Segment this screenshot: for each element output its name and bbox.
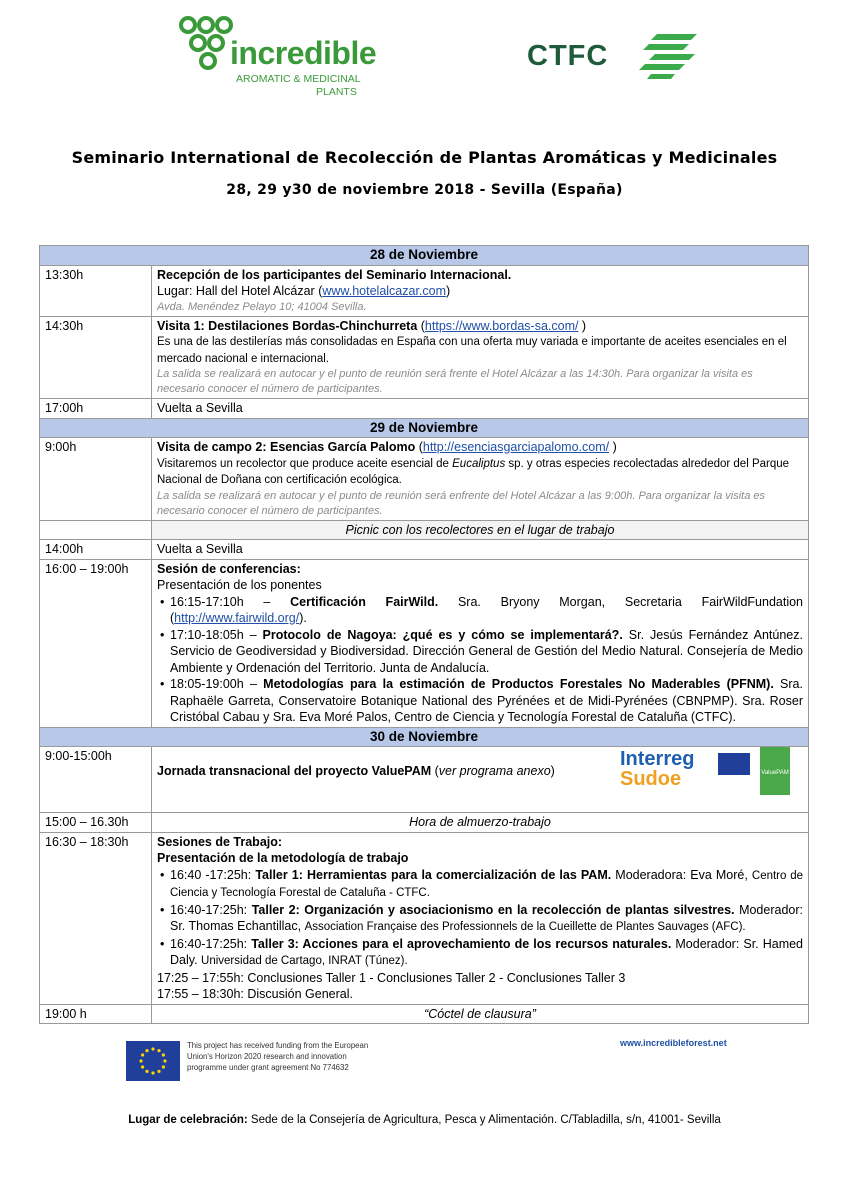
session-note: La salida se realizará en autocar y el punto de reunión será frente el Hotel Alcázar a las 14:30h. Para organizar la visita es necesario conocer el número de participantes. [157,368,753,395]
fairwild-link[interactable]: http://www.fairwild.org/ [174,611,300,625]
table-row [40,832,809,1004]
row-time: 16:30 – 18:30h [40,832,152,1004]
schedule-table [39,245,809,1024]
list-item: • 18:05-19:00h – Metodologías para la estimación de Productos Forestales No Maderables (PFNM). Sra. Raphaële Garreta, Conservatoire Botanique National des Pyrénées et de Midi-Pyrénées (CBNPMP). Sra. Roser Cristóbal Cabau y Sra. Eva Moré Palos, Centro de Ciencia y Tecnología Forestal de Cataluña (CTFC). [170,676,803,726]
row-content [152,265,809,316]
list-item: • 16:40-17:25h: Taller 2: Organización y asociacionismo en la recolección de plantas silvestres. Moderador: Sr. Thomas Echantillac, Association Française des Professionnels de la Cueillette de Plantes Sauvages (AFC). [170,902,803,936]
row-time [40,520,152,540]
incredible-tagline-2: PLANTS [316,86,357,98]
bordas-link[interactable]: https://www.bordas-sa.com/ [424,318,579,333]
discussion-line: 17:55 – 18:30h: Discusión General. [157,987,353,1001]
session-description: Es una de las destilerías más consolidadas en España con una oferta muy variada e importante de aceites esenciales en el mercado nacional e internacional. [157,336,787,365]
table-row [40,399,809,419]
workshop-list [157,867,803,970]
row-content: Hora de almuerzo-trabajo [152,813,809,833]
row-content [152,316,809,399]
session-title: Sesión de conferencias: [157,561,301,576]
hotel-link[interactable]: www.hotelalcazar.com [322,284,447,298]
row-content: Vuelta a Sevilla [152,399,809,419]
list-item: • 17:10-18:05h – Protocolo de Nagoya: ¿qué es y cómo se implementará?. Sr. Jesús Fernández Antúnez. Servicio de Geodiversidad y Biodiversidad. Dirección General de Gestión del Medio Natural. Consejería de Medio Ambiente y Ordenación del Territorio. Junta de Andalucía. [170,627,803,677]
row-time: 9:00h [40,438,152,521]
website-link[interactable]: www.incredibleforest.net [620,1038,727,1048]
session-heading: Visita de campo 2: Esencias García Palomo (http://esenciasgarciapalomo.com/ ) [157,440,617,454]
session-address: Avda. Menéndez Pelayo 10; 41004 Sevilla. [157,300,367,313]
table-row [40,438,809,521]
row-time: 17:00h [40,399,152,419]
table-row [40,559,809,727]
interreg-wordmark: Interreg [620,748,695,770]
session-subtitle: Presentación de la metodología de trabajo [157,851,409,865]
row-time: 13:30h [40,265,152,316]
list-item: • 16:15-17:10h – Certificación FairWild. Sra. Bryony Morgan, Secretaria FairWildFundation (http://www.fairwild.org/). [170,594,803,627]
venue-line: Lugar de celebración: Sede de la Consejería de Agricultura, Pesca y Alimentación. C/Tabladilla, s/n, 41001- Sevilla [128,1114,721,1126]
list-item: • 16:40-17:25h: Taller 3: Acciones para el aprovechamiento de los recursos naturales. Moderador: Sr. Hamed Daly. Universidad de Cartago, INRAT (Túnez). [170,936,803,970]
table-row [40,265,809,316]
row-time: 15:00 – 16.30h [40,813,152,833]
row-content [152,832,809,1004]
molecule-icon [178,15,238,75]
eu-stars-icon [126,1041,180,1081]
session-heading: Jornada transnacional del proyecto ValuePAM (ver programa anexo) [157,764,555,778]
page-subtitle: 28, 29 y30 de noviembre 2018 - Sevilla (España) [226,182,623,198]
table-row [40,747,809,813]
day-header-29: 29 de Noviembre [40,418,809,438]
session-description: Visitaremos un recolector que produce aceite esencial de Eucaliptus sp. y otras especies recolectadas alrededor del Parque Nacional de Doñana con certificación ecológica. [157,457,790,486]
eu-funding-text: This project has received funding from the European Union's Horizon 2020 research and innovation programme under grant agreement No 774632 [187,1041,369,1072]
row-content: Vuelta a Sevilla [152,540,809,560]
incredible-logo [178,15,378,100]
valuepam-logo [760,747,790,795]
valuepam-wordmark: ValuePAM [761,770,789,776]
row-content [152,559,809,727]
table-row [40,540,809,560]
interreg-sudoe-logo [614,741,804,803]
row-time: 14:00h [40,540,152,560]
garciapalomo-link[interactable]: http://esenciasgarciapalomo.com/ [422,440,610,454]
table-row [40,316,809,399]
list-item: • 16:40 -17:25h: Taller 1: Herramientas para la comercialización de las PAM. Moderadora: Eva Moré, Centro de Ciencia y Tecnología Forestal de Cataluña - CTFC. [170,867,803,902]
page-title: Seminario International de Recolección de Plantas Aromáticas y Medicinales [71,148,778,167]
eu-flag-icon [126,1041,180,1081]
session-title: Recepción de los participantes del Seminario Internacional. [157,267,512,282]
row-time: 19:00 h [40,1004,152,1024]
talk-list [157,594,803,726]
session-place: Lugar: Hall del Hotel Alcázar (www.hotelalcazar.com) [157,284,451,298]
row-content: “Cóctel de clausura” [152,1004,809,1024]
row-time: 9:00-15:00h [40,747,152,813]
sudoe-wordmark: Sudoe [620,768,682,790]
table-row [40,813,809,833]
session-note: La salida se realizará en autocar y el punto de reunión será enfrente del Hotel Alcázar a las 9:00h. Para organizar la visita es necesario conocer el número de participantes. [157,489,766,517]
row-time: 16:00 – 19:00h [40,559,152,727]
row-content [152,438,809,521]
incredible-wordmark: incredible [230,35,377,71]
table-row [40,1004,809,1024]
day-header-30: 30 de Noviembre [40,727,809,747]
ctfc-logo [527,32,702,82]
session-heading: Visita 1: Destilaciones Bordas-Chinchurreta (https://www.bordas-sa.com/ ) [157,318,587,333]
row-content [152,747,809,813]
conclusions-line: 17:25 – 17:55h: Conclusiones Taller 1 - Conclusiones Taller 2 - Conclusiones Taller 3 [157,970,626,985]
ctfc-stripes-icon [635,32,700,80]
table-row [40,520,809,540]
row-content: Picnic con los recolectores en el lugar de trabajo [152,520,809,540]
incredible-tagline-1: AROMATIC & MEDICINAL [236,73,361,85]
ctfc-wordmark: CTFC [527,40,609,72]
session-title: Sesiones de Trabajo: [157,834,283,849]
day-header-28: 28 de Noviembre [40,246,809,266]
eu-flag-icon [718,753,750,775]
row-time: 14:30h [40,316,152,399]
session-intro: Presentación de los ponentes [157,578,322,592]
